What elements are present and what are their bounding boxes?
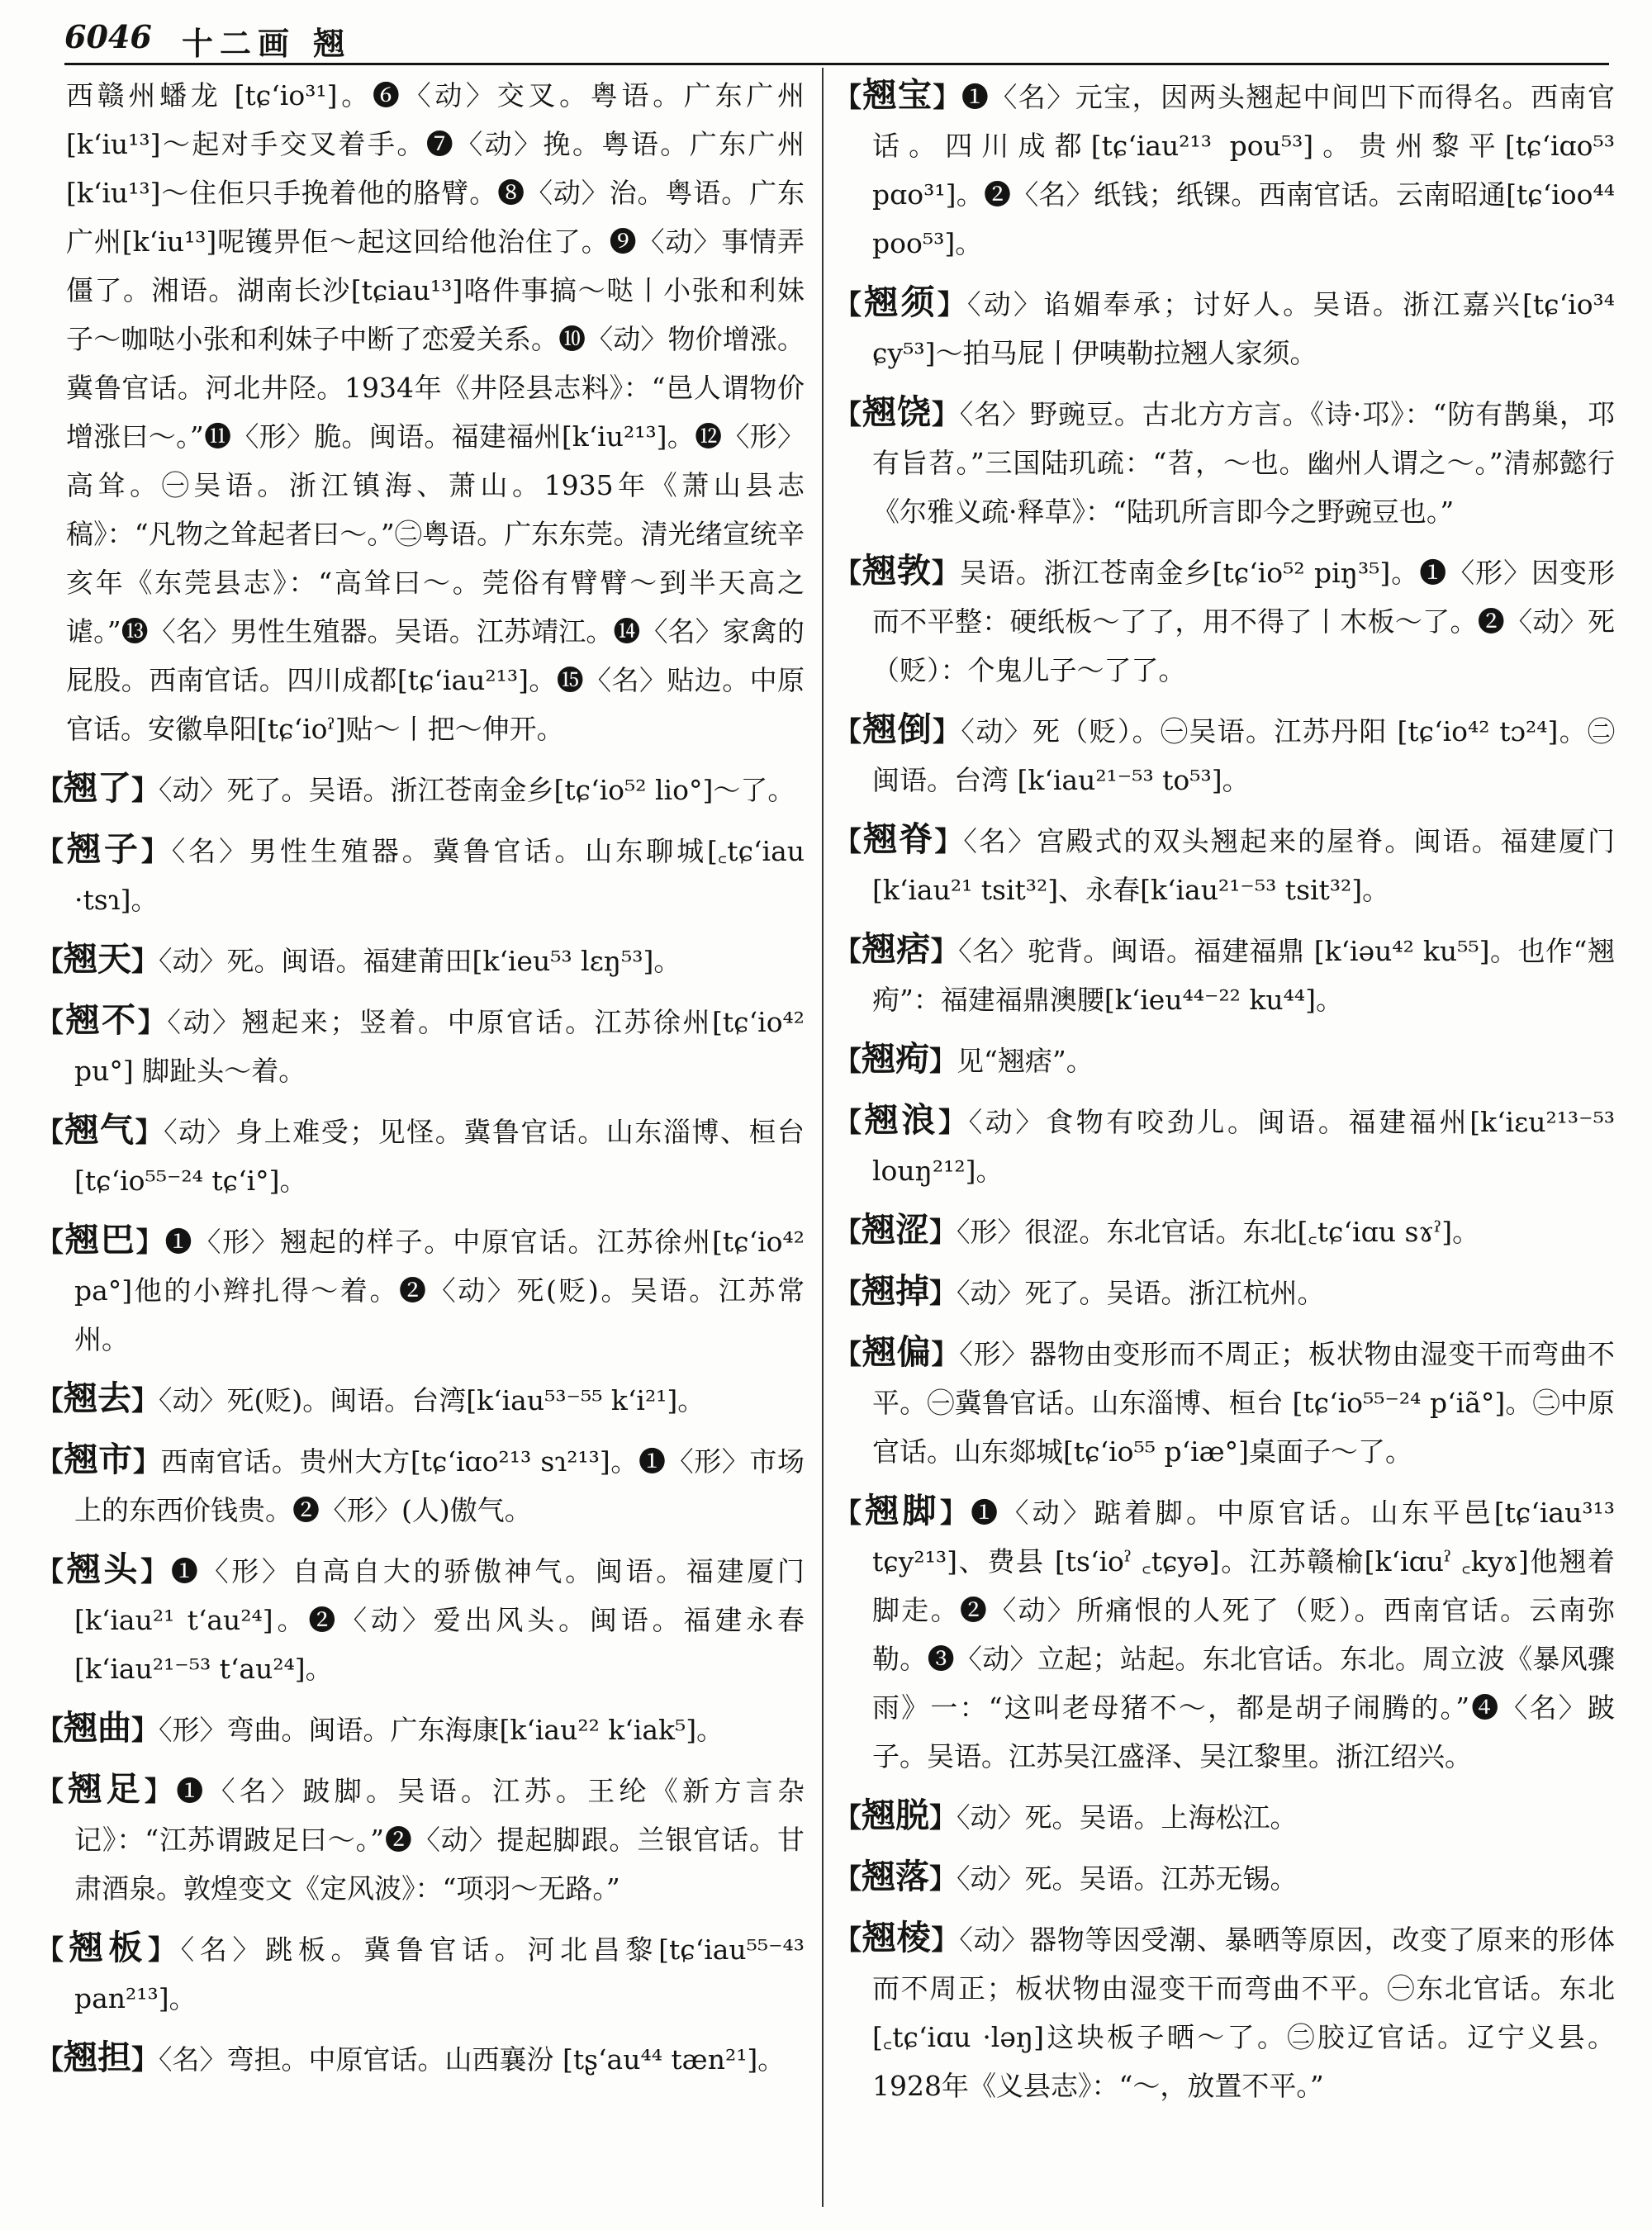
entry-definition: 〈动〉死(贬)。闽语。台湾[kʻiau⁵³⁻⁵⁵ kʻi²¹]。 [159, 1384, 705, 1416]
entry-definition: 〈名〉野豌豆。古北方方言。《诗·邛》：“防有鹊巢，邛有旨苕。”三国陆玑疏：“苕，～也。幽州人谓之～。”清郝懿行《尔雅义疏·释草》：“陆玑所言即今之野豌豆也。” [872, 398, 1615, 528]
left-column [36, 71, 805, 2095]
entry-headword: 翘脊 [863, 819, 935, 859]
entry-headword: 翘㪍 [862, 551, 932, 591]
dictionary-entry: 【翘不】〈动〉翘起来；竖着。中原官话。江苏徐州[tɕʻio⁴² pu°] 脚趾头～着。 [36, 1000, 805, 1087]
entry-definition: 〈动〉死了。吴语。浙江杭州。 [957, 1277, 1325, 1309]
dictionary-entry: 【翘曲】〈形〉弯曲。闽语。广东海康[kʻiau²² kʻiak⁵]。 [36, 1708, 724, 1748]
page-number: 6046 [64, 18, 152, 55]
page-header [64, 13, 1609, 62]
entry-definition: 〈动〉器物等因受潮、暴晒等原因，改变了原来的形体而不周正；板状物由湿变干而弯曲不平。㊀东北官话。东北[꜀tɕʻiɑu ·ləŋ]这块板子晒～了。㊁胶辽官话。辽宁义县。1928年《义县志》：“～，放置不平。” [872, 1924, 1616, 2102]
entry-headword: 翘担 [64, 2038, 131, 2077]
entry-headword: 翘板 [69, 1928, 148, 1967]
entry-headword: 翘足 [68, 1769, 145, 1809]
entry-headword: 翘脱 [862, 1796, 929, 1835]
entry-definition: ❶〈名〉跛脚。吴语。江苏。王纶《新方言杂记》：“江苏谓跛足曰～。”❷〈动〉提起脚跟。兰银官话。甘肃酒泉。敦煌变文《定风波》：“项羽～无路。” [74, 1775, 805, 1905]
dictionary-entry: 【翘脱】〈动〉死。吴语。上海松江。 [834, 1796, 1298, 1835]
dictionary-entry: 【翘痀】见“翘痞”。 [834, 1039, 1094, 1079]
entry-definition: 西赣州蟠龙 [tɕʻio³¹]。❻〈动〉交叉。粤语。广东广州[kʻiu¹³]～起对手交叉着手。❼〈动〉挽。粤语。广东广州[kʻiu¹³]～住佢只手挽着他的胳臂。❽〈动〉治。粤语。广东广州[kʻiu¹³]呢镬畀佢～起这回给他治住了。❾〈动〉事情弄僵了。湘语。湖南长沙[tɕiau¹³]咯件事搞～哒丨小张和利妹子～咖哒小张和利妹子中断了恋爱关系。❿〈动〉物价增涨。冀鲁官话。河北井陉。1934年《井陉县志料》：“邑人谓物价增涨曰～。”⓫〈形〉脆。闽语。福建福州[kʻiu²¹³]。⓬〈形〉高耸。㊀吴语。浙江镇海、萧山。1935年《萧山县志稿》：“凡物之耸起者曰～。”㊁粤语。广东东莞。清光绪宣统辛亥年《东莞县志》：“高耸曰～。莞俗有臂臂～到半天高之谑。”⓭〈名〉男性生殖器。吴语。江苏靖江。⓮〈名〉家禽的屁股。西南官话。四川成都[tɕʻiau²¹³]。⓯〈名〉贴边。中原官话。安徽阜阳[tɕʻioˀ]贴～丨把～伸开。 [66, 79, 805, 745]
entry-headword: 翘倒 [862, 709, 933, 749]
dictionary-entry: 【翘倒】〈动〉死（贬）。㊀吴语。江苏丹阳 [tɕʻio⁴² tɔ²⁴]。㊁闽语。台湾 [kʻiau²¹⁻⁵³ to⁵³]。 [834, 709, 1616, 796]
dictionary-entry [36, 71, 805, 753]
entry-definition: 〈动〉死。吴语。江苏无锡。 [957, 1862, 1298, 1895]
dictionary-entry: 【翘脊】〈名〉宫殿式的双头翘起来的屋脊。闽语。福建厦门[kʻiau²¹ tsit³²]、永春[kʻiau²¹⁻⁵³ tsit³²]。 [834, 819, 1616, 906]
entry-definition: 〈名〉跳板。冀鲁官话。河北昌黎[tɕʻiau⁵⁵⁻⁴³ pan²¹³]。 [74, 1933, 805, 2014]
entry-definition: ❶〈名〉元宝，因两头翘起中间凹下而得名。西南官话。四川成都[tɕʻiau²¹³ pou⁵³]。贵州黎平[tɕʻiɑo⁵³ pɑo³¹]。❷〈名〉纸钱；纸锞。西南官话。云南昭通[tɕʻioo⁴⁴ poo⁵³]。 [872, 81, 1616, 259]
entry-headword: 翘宝 [862, 75, 933, 115]
dictionary-entry: 【翘偏】〈形〉器物由变形而不周正；板状物由湿变干而弯曲不平。㊀冀鲁官话。山东淄博、桓台 [tɕʻio⁵⁵⁻²⁴ pʻiã°]。㊁中原官话。山东郯城[tɕʻio⁵⁵ pʻiæ°]桌面子～了。 [834, 1332, 1616, 1468]
entry-definition: 〈动〉死了。吴语。浙江苍南金乡[tɕʻio⁵² lio°]～了。 [159, 774, 795, 806]
dictionary-entry: 【翘落】〈动〉死。吴语。江苏无锡。 [834, 1857, 1298, 1896]
entry-headword: 翘偏 [862, 1332, 932, 1372]
dictionary-entry: 【翘饶】〈名〉野豌豆。古北方方言。《诗·邛》：“防有鹊巢，邛有旨苕。”三国陆玑疏：“苕，～也。幽州人谓之～。”清郝懿行《尔雅义疏·释草》：“陆玑所言即今之野豌豆也。” [834, 392, 1615, 528]
dictionary-entry: 【翘掉】〈动〉死了。吴语。浙江杭州。 [834, 1271, 1325, 1311]
entry-definition: 西南官话。贵州大方[tɕʻiɑo²¹³ sɿ²¹³]。❶〈形〉市场上的东西价钱贵。❷〈形〉(人)傲气。 [74, 1445, 805, 1526]
entry-headword: 翘了 [64, 768, 131, 808]
dictionary-entry: 【翘市】西南官话。贵州大方[tɕʻiɑo²¹³ sɿ²¹³]。❶〈形〉市场上的东西价钱贵。❷〈形〉(人)傲气。 [36, 1440, 805, 1526]
entry-headword: 翘气 [64, 1110, 135, 1150]
entry-headword: 翘落 [862, 1857, 929, 1896]
header-rule [64, 63, 1609, 65]
dictionary-entry: 【翘痞】〈名〉驼背。闽语。福建福鼎 [kʻiəu⁴² ku⁵⁵]。也作“翘痀”：福建福鼎澳腰[kʻieu⁴⁴⁻²² ku⁴⁴]。 [834, 929, 1616, 1016]
entry-definition: 见“翘痞”。 [957, 1045, 1094, 1077]
entry-headword: 翘曲 [64, 1708, 131, 1748]
entry-headword: 翘不 [65, 1000, 138, 1040]
dictionary-entry: 【翘去】〈动〉死(贬)。闽语。台湾[kʻiau⁵³⁻⁵⁵ kʻi²¹]。 [36, 1378, 705, 1418]
entry-definition: 〈动〉死。吴语。上海松江。 [957, 1801, 1298, 1834]
entry-headword: 翘涩 [862, 1210, 929, 1250]
entry-headword: 翘浪 [864, 1100, 938, 1140]
entry-definition: 〈名〉宫殿式的双头翘起来的屋脊。闽语。福建厦门[kʻiau²¹ tsit³²]、永春[kʻiau²¹⁻⁵³ tsit³²]。 [872, 825, 1616, 906]
dictionary-entry: 【翘头】❶〈形〉自高自大的骄傲神气。闽语。福建厦门[kʻiau²¹ tʻau²⁴]。❷〈动〉爱出风头。闽语。福建永春[kʻiau²¹⁻⁵³ tʻau²⁴]。 [36, 1549, 805, 1685]
dictionary-entry: 【翘宝】❶〈名〉元宝，因两头翘起中间凹下而得名。西南官话。四川成都[tɕʻiau²¹³ pou⁵³]。贵州黎平[tɕʻiɑo⁵³ pɑo³¹]。❷〈名〉纸钱；纸锞。西南官话。云南昭通[tɕʻioo⁴⁴ poo⁵³]。 [834, 75, 1616, 259]
dictionary-entry: 【翘须】〈动〉谄媚奉承；讨好人。吴语。浙江嘉兴[tɕʻio³⁴ ɕy⁵³]～拍马屁丨伊咦勒拉翘人家须。 [834, 282, 1616, 369]
entry-definition: 〈形〉很涩。东北官话。东北[꜀tɕʻiɑu sɤˀ]。 [957, 1216, 1480, 1248]
dictionary-entry: 【翘棱】〈动〉器物等因受潮、暴晒等原因，改变了原来的形体而不周正；板状物由湿变干而弯曲不平。㊀东北官话。东北[꜀tɕʻiɑu ·ləŋ]这块板子晒～了。㊁胶辽官话。辽宁义县。1928年《义县志》：“～，放置不平。” [834, 1918, 1616, 2102]
entry-definition: 〈名〉驼背。闽语。福建福鼎 [kʻiəu⁴² ku⁵⁵]。也作“翘痀”：福建福鼎澳腰[kʻieu⁴⁴⁻²² ku⁴⁴]。 [872, 935, 1616, 1016]
entry-headword: 翘去 [64, 1378, 131, 1418]
entry-headword: 翘痀 [862, 1039, 929, 1079]
entry-definition: 吴语。浙江苍南金乡[tɕʻio⁵² piŋ³⁵]。❶〈形〉因变形而不平整：硬纸板～了了，用不得了丨木板～了。❷〈动〉死（贬）：个鬼儿子～了了。 [872, 557, 1616, 686]
entry-headword: 翘痞 [862, 929, 931, 969]
dictionary-entry: 【翘浪】〈动〉食物有咬劲儿。闽语。福建福州[kʻiɛu²¹³⁻⁵³ louŋ²¹²]。 [834, 1100, 1616, 1187]
entry-definition: ❶〈形〉翘起的样子。中原官话。江苏徐州[tɕʻio⁴² pa°]他的小辫扎得～着。❷〈动〉死(贬)。吴语。江苏常州。 [74, 1226, 805, 1355]
entry-headword: 翘棱 [862, 1918, 932, 1957]
entry-definition: 〈动〉翘起来；竖着。中原官话。江苏徐州[tɕʻio⁴² pu°] 脚趾头～着。 [74, 1006, 805, 1087]
entry-definition: 〈动〉谄媚奉承；讨好人。吴语。浙江嘉兴[tɕʻio³⁴ ɕy⁵³]～拍马屁丨伊咦勒拉翘人家须。 [872, 288, 1616, 369]
entry-definition: 〈动〉身上难受；见怪。冀鲁官话。山东淄博、桓台[tɕʻio⁵⁵⁻²⁴ tɕʻi°]。 [74, 1116, 805, 1197]
header-title: 十二画 翘 [182, 25, 352, 62]
dictionary-entry: 【翘子】〈名〉男性生殖器。冀鲁官话。山东聊城[꜀tɕʻiau ·tsɿ]。 [36, 829, 805, 916]
entry-definition: 〈动〉死（贬）。㊀吴语。江苏丹阳 [tɕʻio⁴² tɔ²⁴]。㊁闽语。台湾 [kʻiau²¹⁻⁵³ to⁵³]。 [872, 715, 1616, 796]
entry-headword: 翘脚 [865, 1491, 940, 1530]
entry-headword: 翘天 [64, 939, 131, 979]
entry-definition: ❶〈动〉踮着脚。中原官话。山东平邑[tɕʻiau³¹³ tɕy²¹³]、费县 [tsʻioˀ ꜀tɕyə]。江苏赣榆[kʻiɑuˀ ꜀kyɤ]他翘着脚走。❷〈动〉所痛恨的人死了（贬）。西南官话。云南弥勒。❸〈动〉立起；站起。东北官话。东北。周立波《暴风骤雨》一：“这叫老母猪不～，都是胡子闹腾的。”❹〈名〉跛子。吴语。江苏吴江盛泽、吴江黎里。浙江绍兴。 [872, 1497, 1616, 1772]
dictionary-entry: 【翘气】〈动〉身上难受；见怪。冀鲁官话。山东淄博、桓台[tɕʻio⁵⁵⁻²⁴ tɕʻi°]。 [36, 1110, 805, 1197]
dictionary-entry: 【翘涩】〈形〉很涩。东北官话。东北[꜀tɕʻiɑu sɤˀ]。 [834, 1210, 1480, 1250]
right-column [834, 71, 1615, 2121]
entry-headword: 翘巴 [64, 1220, 136, 1260]
dictionary-entry: 【翘板】〈名〉跳板。冀鲁官话。河北昌黎[tɕʻiau⁵⁵⁻⁴³ pan²¹³]。 [36, 1928, 805, 2014]
column-divider [822, 68, 824, 2207]
dictionary-entry: 【翘担】〈名〉弯担。中原官话。山西襄汾 [tʂʻau⁴⁴ tæn²¹]。 [36, 2038, 786, 2077]
entry-headword: 翘饶 [862, 392, 932, 432]
dictionary-entry: 【翘足】❶〈名〉跛脚。吴语。江苏。王纶《新方言杂记》：“江苏谓跛足曰～。”❷〈动〉提起脚跟。兰银官话。甘肃酒泉。敦煌变文《定风波》：“项羽～无路。” [36, 1769, 805, 1905]
entry-headword: 翘掉 [862, 1271, 929, 1311]
entry-definition: ❶〈形〉自高自大的骄傲神气。闽语。福建厦门[kʻiau²¹ tʻau²⁴]。❷〈动〉爱出风头。闽语。福建永春[kʻiau²¹⁻⁵³ tʻau²⁴]。 [74, 1555, 805, 1685]
entry-definition: 〈名〉男性生殖器。冀鲁官话。山东聊城[꜀tɕʻiau ·tsɿ]。 [74, 835, 805, 916]
dictionary-entry: 【翘脚】❶〈动〉踮着脚。中原官话。山东平邑[tɕʻiau³¹³ tɕy²¹³]、费县 [tsʻioˀ ꜀tɕyə]。江苏赣榆[kʻiɑuˀ ꜀kyɤ]他翘着脚走。❷〈动〉所痛恨的人死了（贬）。西南官话。云南弥勒。❸〈动〉立起；站起。东北官话。东北。周立波《暴风骤雨》一：“这叫老母猪不～，都是胡子闹腾的。”❹〈名〉跛子。吴语。江苏吴江盛泽、吴江黎里。浙江绍兴。 [834, 1491, 1616, 1772]
entry-headword: 翘市 [64, 1440, 133, 1479]
entry-headword: 翘子 [66, 829, 141, 869]
dictionary-entry: 【翘天】〈动〉死。闽语。福建莆田[kʻieu⁵³ lɛŋ⁵³]。 [36, 939, 681, 979]
dictionary-entry: 【翘㪍】吴语。浙江苍南金乡[tɕʻio⁵² piŋ³⁵]。❶〈形〉因变形而不平整：硬纸板～了了，用不得了丨木板～了。❷〈动〉死（贬）：个鬼儿子～了了。 [834, 551, 1616, 686]
dictionary-entry: 【翘了】〈动〉死了。吴语。浙江苍南金乡[tɕʻio⁵² lio°]～了。 [36, 768, 795, 808]
entry-definition: 〈动〉食物有咬劲儿。闽语。福建福州[kʻiɛu²¹³⁻⁵³ louŋ²¹²]。 [872, 1106, 1616, 1187]
entry-definition: 〈动〉死。闽语。福建莆田[kʻieu⁵³ lɛŋ⁵³]。 [159, 945, 681, 977]
entry-definition: 〈形〉器物由变形而不周正；板状物由湿变干而弯曲不平。㊀冀鲁官话。山东淄博、桓台 [tɕʻio⁵⁵⁻²⁴ pʻiã°]。㊁中原官话。山东郯城[tɕʻio⁵⁵ pʻiæ°]桌面子～了。 [872, 1338, 1616, 1468]
entry-headword: 翘须 [864, 282, 938, 322]
entry-headword: 翘头 [66, 1549, 141, 1589]
entry-definition: 〈形〉弯曲。闽语。广东海康[kʻiau²² kʻiak⁵]。 [159, 1714, 724, 1746]
entry-definition: 〈名〉弯担。中原官话。山西襄汾 [tʂʻau⁴⁴ tæn²¹]。 [159, 2043, 786, 2076]
dictionary-entry: 【翘巴】❶〈形〉翘起的样子。中原官话。江苏徐州[tɕʻio⁴² pa°]他的小辫扎得～着。❷〈动〉死(贬)。吴语。江苏常州。 [36, 1220, 805, 1355]
